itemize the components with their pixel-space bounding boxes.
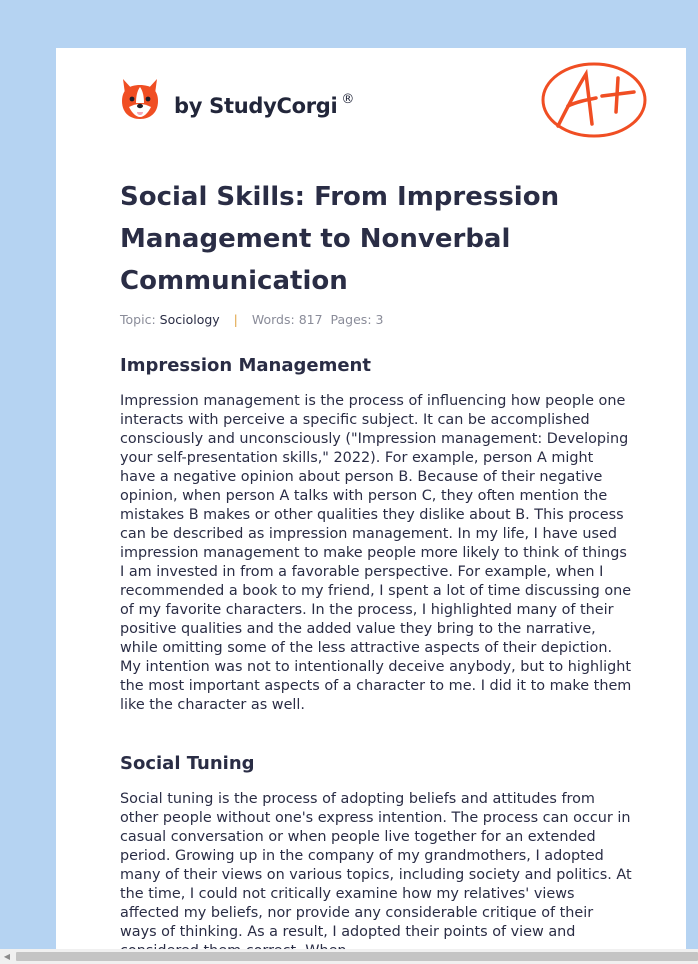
article-title: Social Skills: From Impression Management to Nonverbal Communication <box>120 182 560 296</box>
horizontal-scrollbar[interactable] <box>0 949 698 964</box>
section-social-tuning <box>120 752 632 961</box>
document-page <box>56 48 686 964</box>
words-label: Words: <box>251 312 295 327</box>
topic-link[interactable]: Sociology <box>159 312 220 327</box>
section-body: Impression management is the process of influencing how people one interacts with perceive a specific subject. It can be accomplished consciously and unconsciously ("Impression management: Developing your self-presentation skills," 2022). For example, person A might have a negative opinion about person B. Because of their negative opinion, when person A talks with person C, they often mention the mistakes B makes or other qualities they dislike about B. This process can be described as impression management. In my life, I have used impression management to make people more likely to think of things I am invested in from a favorable perspective. For example, when I recommended a book to my friend, I spent a lot of time discussing one of my favorite characters. In the process, I highlighted many of their positive qualities and the added value they bring to the narrative, while omitting some of the less attractive aspects of their depiction. My intention was not to intentionally deceive anybody, but to highlight the most important aspects of a character to me. I did it to make them like the character as well. <box>120 393 632 713</box>
logo-text: by StudyCorgi ® <box>174 92 355 118</box>
scrollbar-thumb[interactable] <box>16 952 698 961</box>
section-heading: Social Tuning <box>120 753 255 774</box>
words-count: 817 <box>298 312 323 327</box>
a-plus-grade-icon <box>538 60 648 140</box>
topic-label: Topic: <box>120 312 156 327</box>
meta-separator: | <box>233 312 238 327</box>
article-meta <box>120 312 383 327</box>
studycorgi-logo[interactable] <box>120 76 354 124</box>
section-impression-management <box>120 354 632 715</box>
scroll-left-icon[interactable]: ◀ <box>3 952 11 961</box>
corgi-icon <box>120 77 160 123</box>
pages-label: Pages: <box>330 312 372 327</box>
section-body: Social tuning is the process of adopting beliefs and attitudes from other people without one's express intention. The process can occur in casual conversation or when people live together for an extended period. Growing up in the company of my grandmothers, I adopted many of their views on various topics, including society and politics. At the time, I could not critically examine how my relatives' views affected my beliefs, nor provide any considerable critique of their ways of thinking. As a result, I adopted their points of view and <box>120 791 632 940</box>
registered-mark: ® <box>341 92 355 107</box>
section-heading: Impression Management <box>120 355 371 376</box>
pages-count: 3 <box>375 312 384 327</box>
